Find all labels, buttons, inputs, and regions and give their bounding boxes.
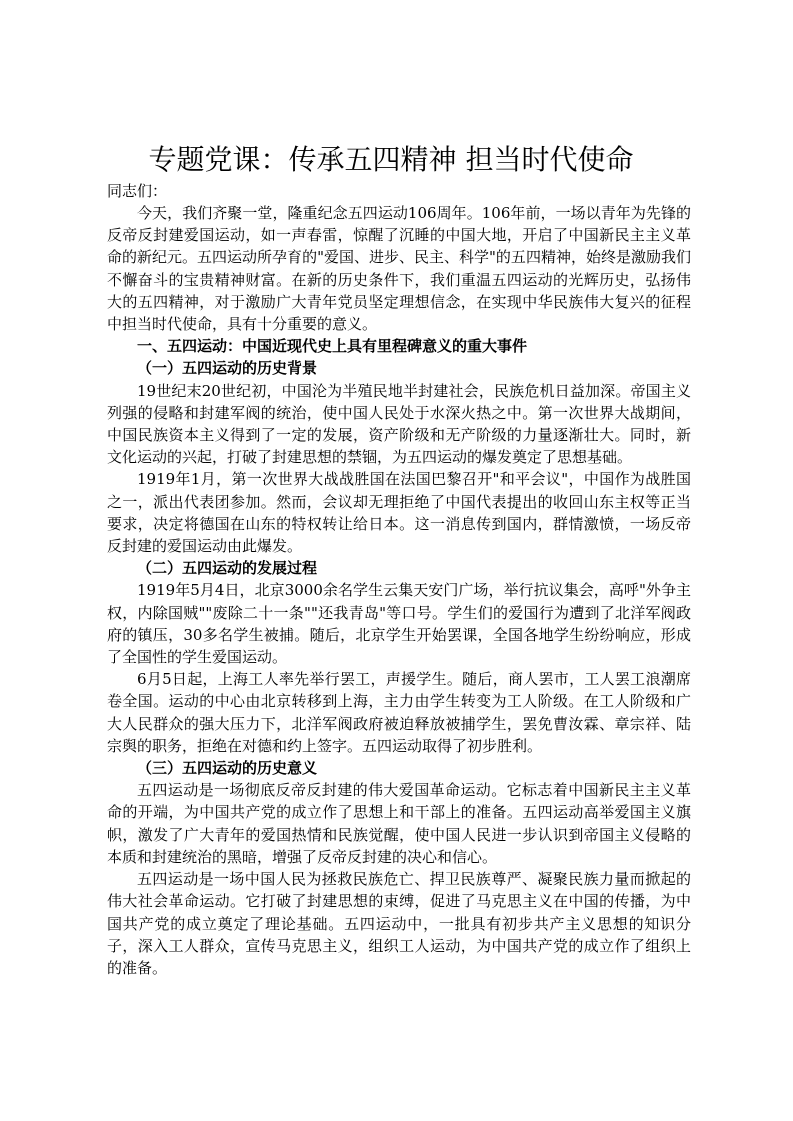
subsection-heading-2: （二）五四运动的发展过程 — [137, 559, 318, 578]
subsection-heading-3: （三）五四运动的历史意义 — [137, 759, 318, 778]
paragraph: 6月5日起，上海工人率先举行罢工，声援学生。随后，商人罢市，工人罢工浪潮席卷全国。运动的中心由北京转移到上海，主力由学生转变为工人阶级。在工人阶级和广大人民群众的强大压力下，北洋军阀政府被迫释放被捕学生，罢免曹汝霖、章宗祥、陆宗舆的职务，拒绝在对德和约上签字。五四运动取得了初步胜利。 — [107, 670, 691, 755]
paragraph: 1919年5月4日，北京3000余名学生云集天安门广场，举行抗议集会，高呼"外争主权，内除国贼""废除二十一条""还我青岛"等口号。学生们的爱国行为遭到了北洋军阀政府的镇压，30多名学生被捕。随后，北京学生开始罢课，全国各地学生纷纷响应，形成了全国性的学生爱国运动。 — [107, 581, 691, 667]
document-title: 专题党课：传承五四精神 担当时代使命 — [148, 143, 634, 176]
paragraph: 1919年1月，第一次世界大战战胜国在法国巴黎召开"和平会议"，中国作为战胜国之一，派出代表团参加。然而，会议却无理拒绝了中国代表提出的收回山东主权等正当要求，决定将德国在山东的特权转让给日本。这一消息传到国内，群情激愤，一场反帝反封建的爱国运动由此爆发。 — [107, 470, 691, 556]
subsection-heading-1: （一）五四运动的历史背景 — [137, 359, 318, 378]
paragraph: 19世纪末20世纪初，中国沦为半殖民地半封建社会，民族危机日益加深。帝国主义列强的侵略和封建军阀的统治，使中国人民处于水深火热之中。第一次世界大战期间，中国民族资本主义得到了一定的发展，资产阶级和无产阶级的力量逐渐壮大。同时，新文化运动的兴起，打破了封建思想的禁锢，为五四运动的爆发奠定了思想基础。 — [107, 381, 691, 467]
greeting: 同志们： — [107, 182, 168, 200]
intro-paragraph: 今天，我们齐聚一堂，隆重纪念五四运动106周年。106年前，一场以青年为先锋的反帝反封建爱国运动，如一声春雷，惊醒了沉睡的中国大地，开启了中国新民主主义革命的新纪元。五四运动所孕育的"爱国、进步、民主、科学"的五四精神，始终是激励我们不懈奋斗的宝贵精神财富。在新的历史条件下，我们重温五四运动的光辉历史，弘扬伟大的五四精神，对于激励广大青年党员坚定理想信念，在实现中华民族伟大复兴的征程中担当时代使命，具有十分重要的意义。 — [107, 204, 691, 334]
paragraph: 五四运动是一场彻底反帝反封建的伟大爱国革命运动。它标志着中国新民主主义革命的开端，为中国共产党的成立作了思想上和干部上的准备。五四运动高举爱国主义旗帜，激发了广大青年的爱国热情和民族觉醒，使中国人民进一步认识到帝国主义侵略的本质和封建统治的黑暗，增强了反帝反封建的决心和信心。 — [107, 781, 691, 866]
section-heading-1: 一、五四运动：中国近现代史上具有里程碑意义的重大事件 — [137, 337, 528, 356]
paragraph: 五四运动是一场中国人民为拯救民族危亡、捍卫民族尊严、凝聚民族力量而掀起的伟大社会革命运动。它打破了封建思想的束缚，促进了马克思主义在中国的传播，为中国共产党的成立奠定了理论基础。五四运动中，一批具有初步共产主义思想的知识分子，深入工人群众，宣传马克思主义，组织工人运动，为中国共产党的成立作了组织上的准备。 — [107, 870, 691, 977]
document-page — [107, 140, 691, 979]
